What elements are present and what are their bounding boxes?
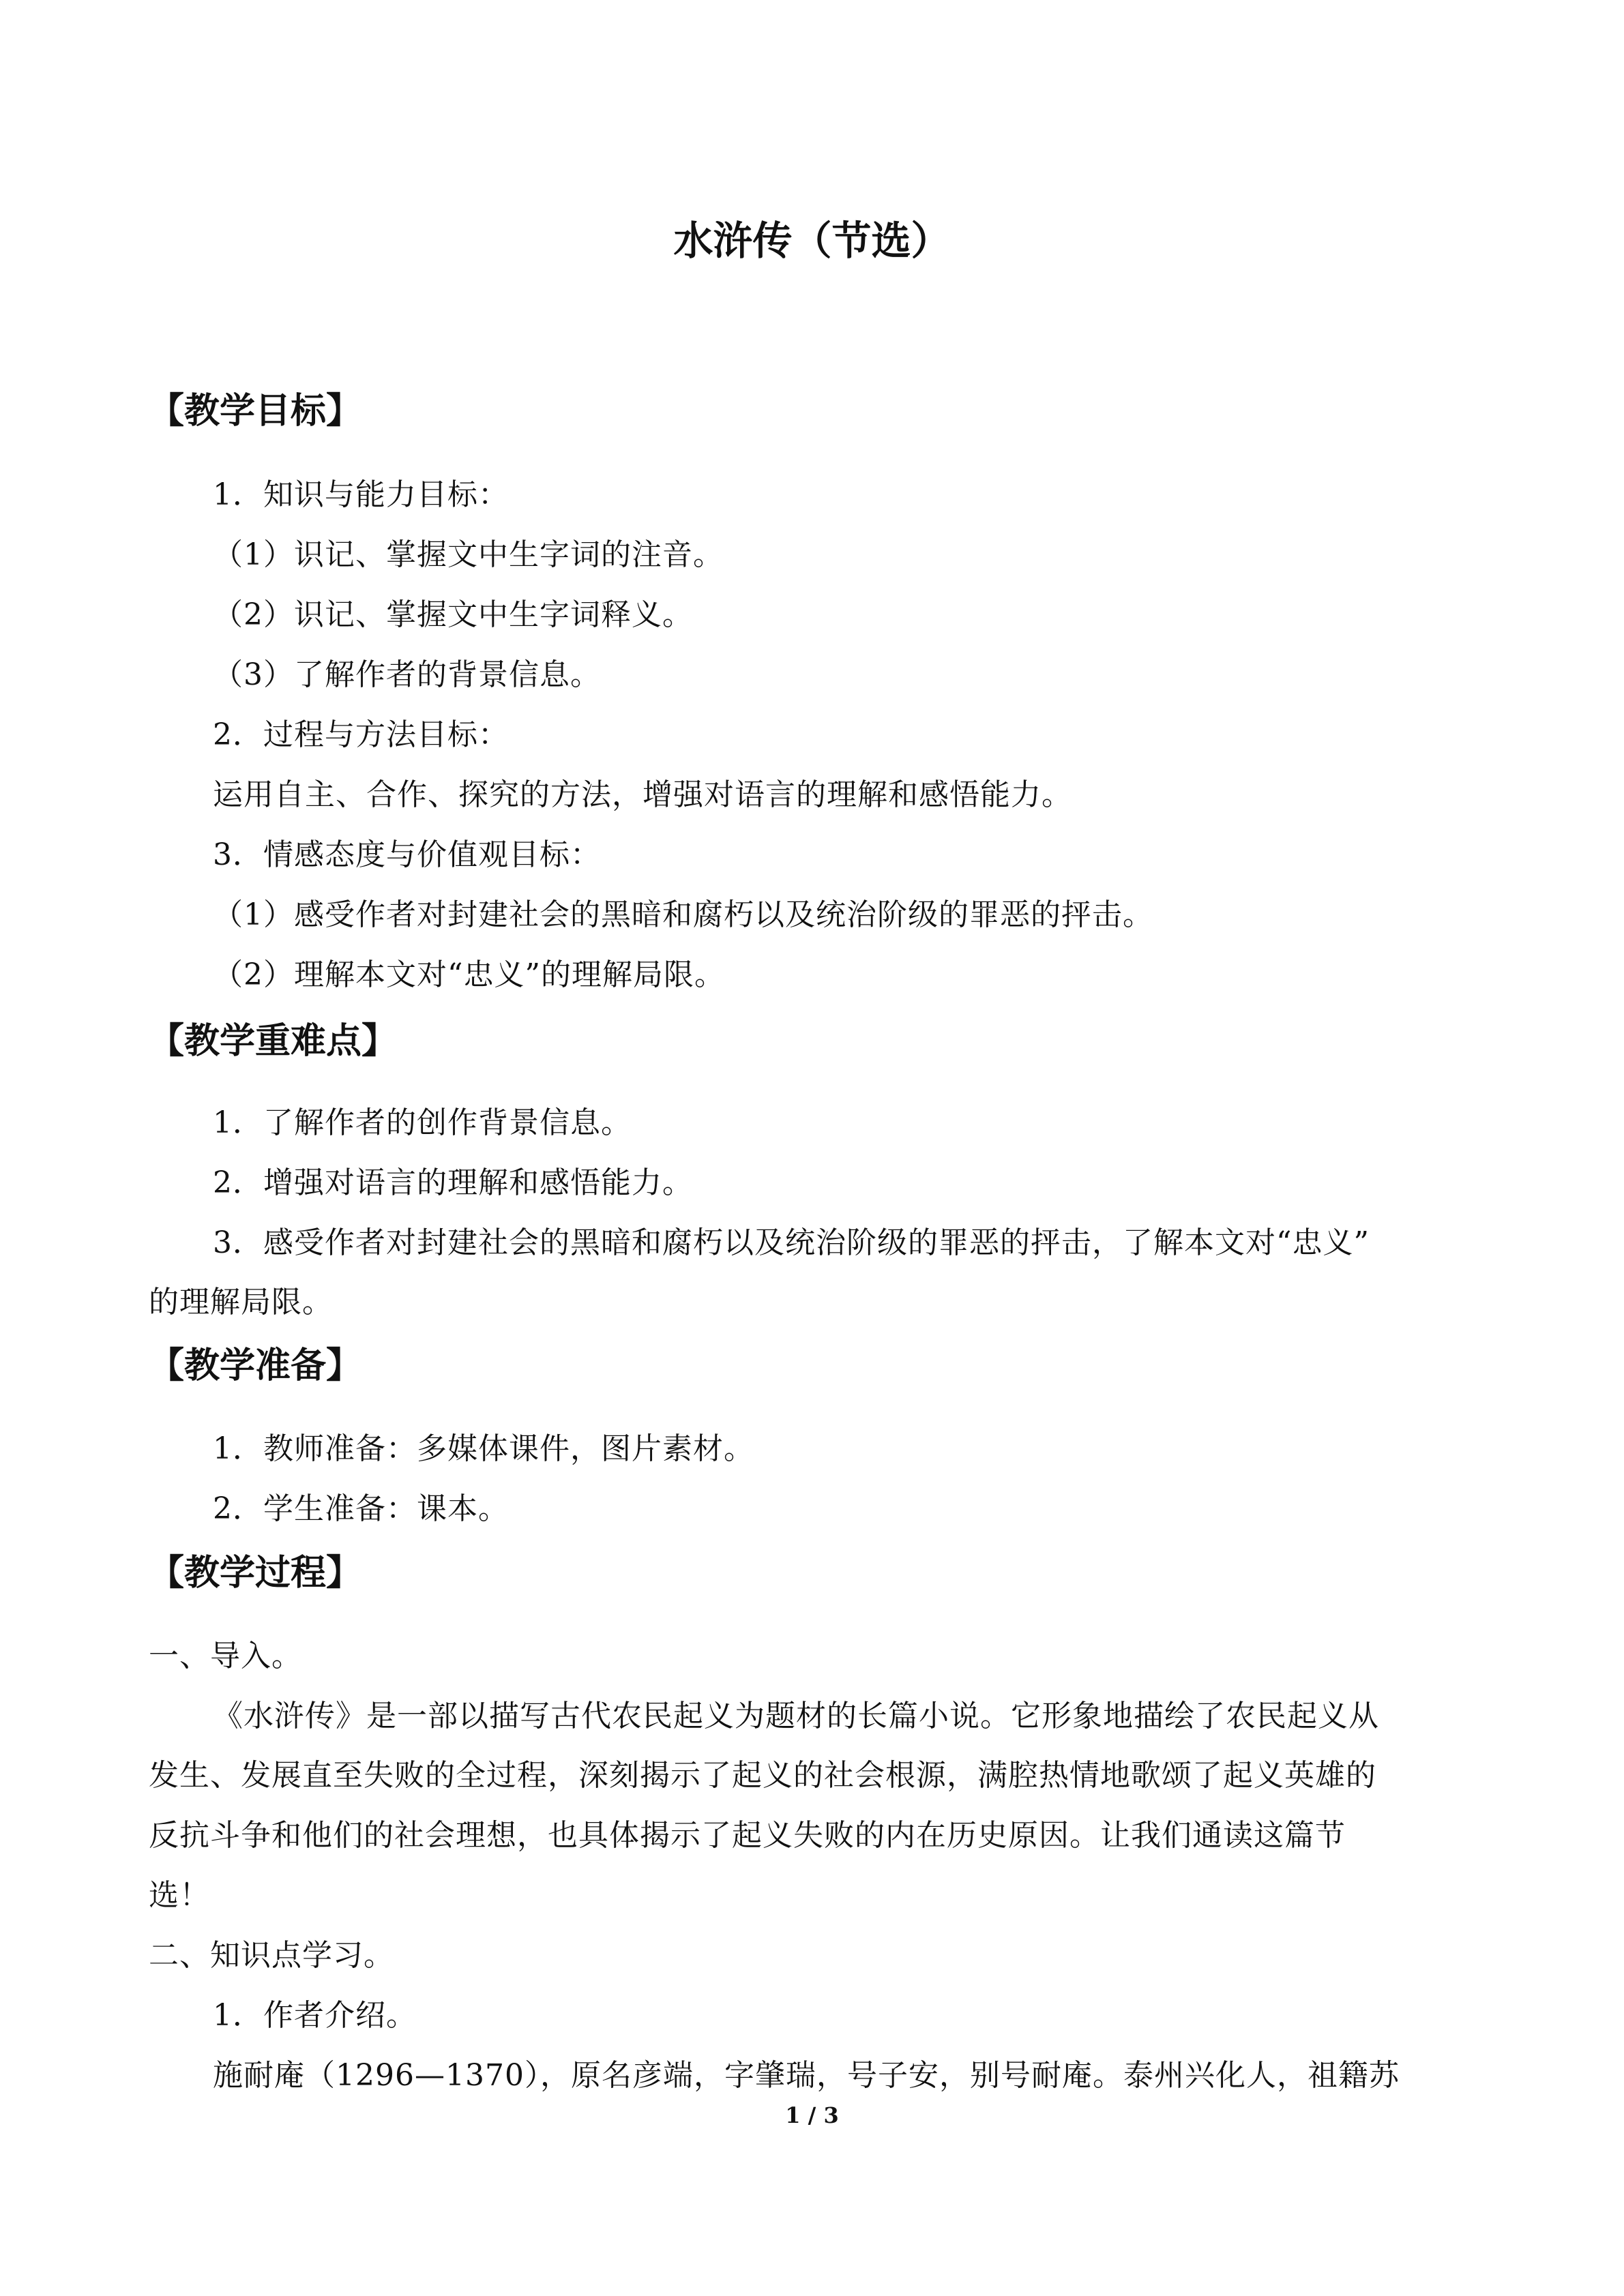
process-line: 1．作者介绍。	[213, 1998, 417, 2033]
goals-line: （1）识记、掌握文中生字词的注音。	[213, 537, 724, 572]
process-line: 施耐庵（1296—1370），原名彦端，字肇瑞，号子安，别号耐庵。泰州兴化人，祖籍苏	[213, 2058, 1400, 2093]
key-points-line: 1．了解作者的创作背景信息。	[213, 1105, 632, 1140]
process-line: 一、导入。	[149, 1639, 302, 1673]
goals-line: （2）识记、掌握文中生字词释义。	[213, 597, 693, 632]
goals-line: （2）理解本文对“忠义”的理解局限。	[213, 957, 725, 992]
key-points-line: 2．增强对语言的理解和感悟能力。	[213, 1165, 693, 1200]
key-points-line: 的理解局限。	[149, 1285, 333, 1320]
preparation-line: 1．教师准备：多媒体课件，图片素材。	[213, 1431, 754, 1466]
section-heading-preparation: 【教学准备】	[149, 1345, 362, 1386]
section-heading-goals: 【教学目标】	[149, 391, 362, 432]
preparation-line: 2．学生准备：课本。	[213, 1491, 509, 1526]
key-points-line: 3．感受作者对封建社会的黑暗和腐朽以及统治阶级的罪恶的抨击，了解本文对“忠义”	[213, 1225, 1370, 1260]
document-title: 水浒传（节选）	[673, 218, 951, 264]
process-line: 发生、发展直至失败的全过程，深刻揭示了起义的社会根源，满腔热情地歌颂了起义英雄的	[149, 1758, 1376, 1793]
process-line: 《水浒传》是一部以描写古代农民起义为题材的长篇小说。它形象地描绘了农民起义从	[213, 1699, 1379, 1733]
process-line: 反抗斗争和他们的社会理想，也具体揭示了起义失败的内在历史原因。让我们通读这篇节	[149, 1818, 1346, 1853]
section-heading-key-points: 【教学重难点】	[149, 1021, 398, 1062]
goals-line: 2．过程与方法目标：	[213, 717, 509, 752]
goals-line: （1）感受作者对封建社会的黑暗和腐朽以及统治阶级的罪恶的抨击。	[213, 897, 1153, 932]
process-line: 选！	[149, 1878, 210, 1913]
page-number: 1 / 3	[785, 2102, 839, 2128]
goals-line: （3）了解作者的背景信息。	[213, 657, 601, 692]
goals-line: 1．知识与能力目标：	[213, 477, 509, 512]
goals-line: 3．情感态度与价值观目标：	[213, 837, 601, 872]
section-heading-process: 【教学过程】	[149, 1553, 362, 1594]
process-line: 二、知识点学习。	[149, 1938, 394, 1973]
goals-line: 运用自主、合作、探究的方法，增强对语言的理解和感悟能力。	[213, 777, 1072, 812]
